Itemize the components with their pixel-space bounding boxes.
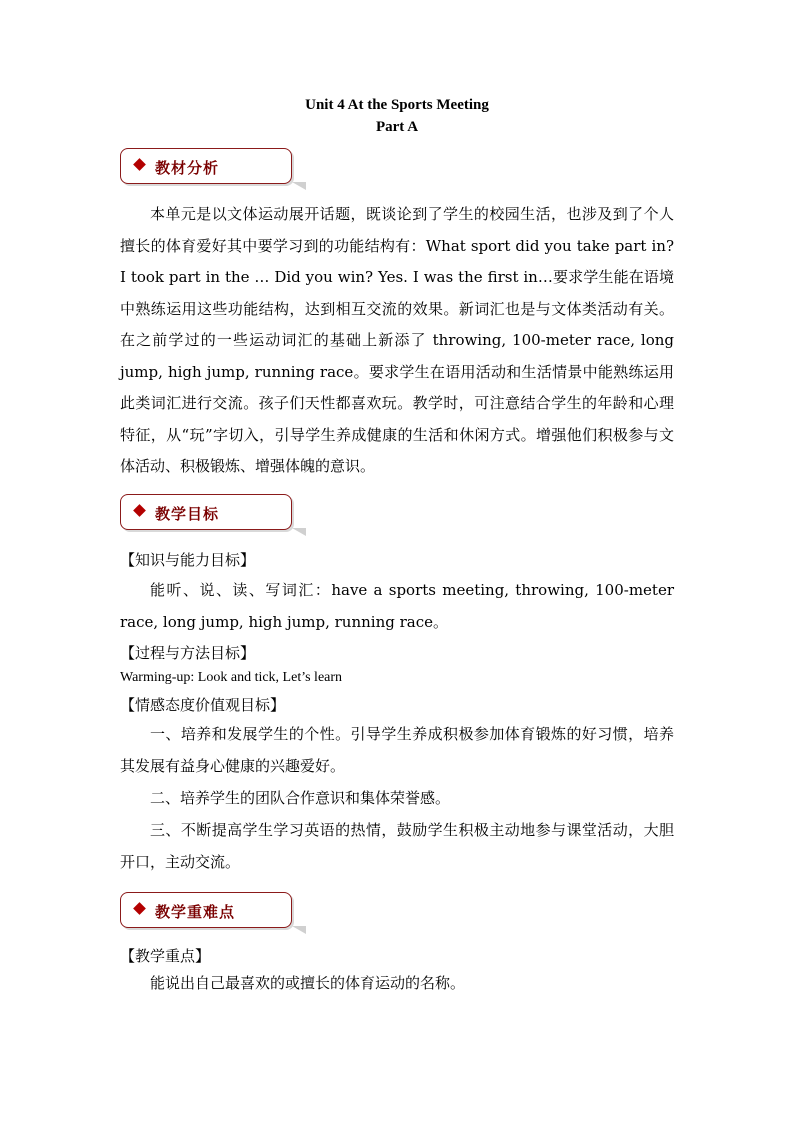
section-title: 教材分析	[155, 159, 220, 177]
diamond-bullet-icon	[133, 504, 146, 517]
knowledge-paragraph: 能听、说、读、写词汇：have a sports meeting, throwing, 100-meter race, long jump, high jump, running race。	[120, 581, 674, 631]
section-header-analysis	[120, 148, 294, 184]
diamond-bullet-icon	[133, 902, 146, 915]
section-header-shadow	[292, 528, 306, 536]
document-subtitle: Part A	[375, 119, 419, 135]
process-text: Warming-up: Look and tick, Let’s learn	[120, 670, 343, 685]
section-header-key-points	[120, 892, 294, 928]
emotion-item-3: 三、不断提高学生学习英语的热情，鼓励学生积极主动地参与课堂活动，大胆开口，主动交流。	[120, 821, 674, 871]
section-header-objectives	[120, 494, 294, 530]
section-header-shadow	[292, 926, 306, 934]
section-title: 教学重难点	[155, 903, 236, 921]
section-header-shadow	[292, 182, 306, 190]
emotion-heading: 【情感态度价值观目标】	[120, 696, 286, 714]
process-heading: 【过程与方法目标】	[120, 644, 256, 662]
document-title: Unit 4 At the Sports Meeting	[305, 97, 489, 113]
section-title: 教学目标	[155, 505, 220, 523]
analysis-paragraph: 本单元是以文体运动展开话题，既谈论到了学生的校园生活，也涉及到了个人擅长的体育爱好其中要学习到的功能结构有：What sport did you take part in? I took part in the … Did you win? Yes. I was the first in…要求学生能在语境中熟练运用这些功能结构，达到相互交流的效果。新词汇也是与文体类活动有关。在之前学过的一些运动词汇的基础上新添了 throwing, 100-meter race, long jump, high jump, running race。要求学生在语用活动和生活情景中能熟练运用此类词汇进行交流。孩子们天性都喜欢玩。教学时，可注意结合学生的年龄和心理特征，从“玩”字切入，引导学生养成健康的生活和休闲方式。增强他们积极参与文体活动、积极锻炼、增强体魄的意识。	[120, 205, 674, 475]
emotion-item-2: 二、培养学生的团队合作意识和集体荣誉感。	[150, 789, 451, 807]
emotion-item-1: 一、培养和发展学生的个性。引导学生养成积极参加体育锻炼的好习惯，培养其发展有益身心健康的兴趣爱好。	[120, 725, 674, 775]
diamond-bullet-icon	[133, 158, 146, 171]
key-heading: 【教学重点】	[120, 947, 211, 965]
key-paragraph: 能说出自己最喜欢的或擅长的体育运动的名称。	[150, 974, 466, 992]
knowledge-heading: 【知识与能力目标】	[120, 551, 256, 569]
